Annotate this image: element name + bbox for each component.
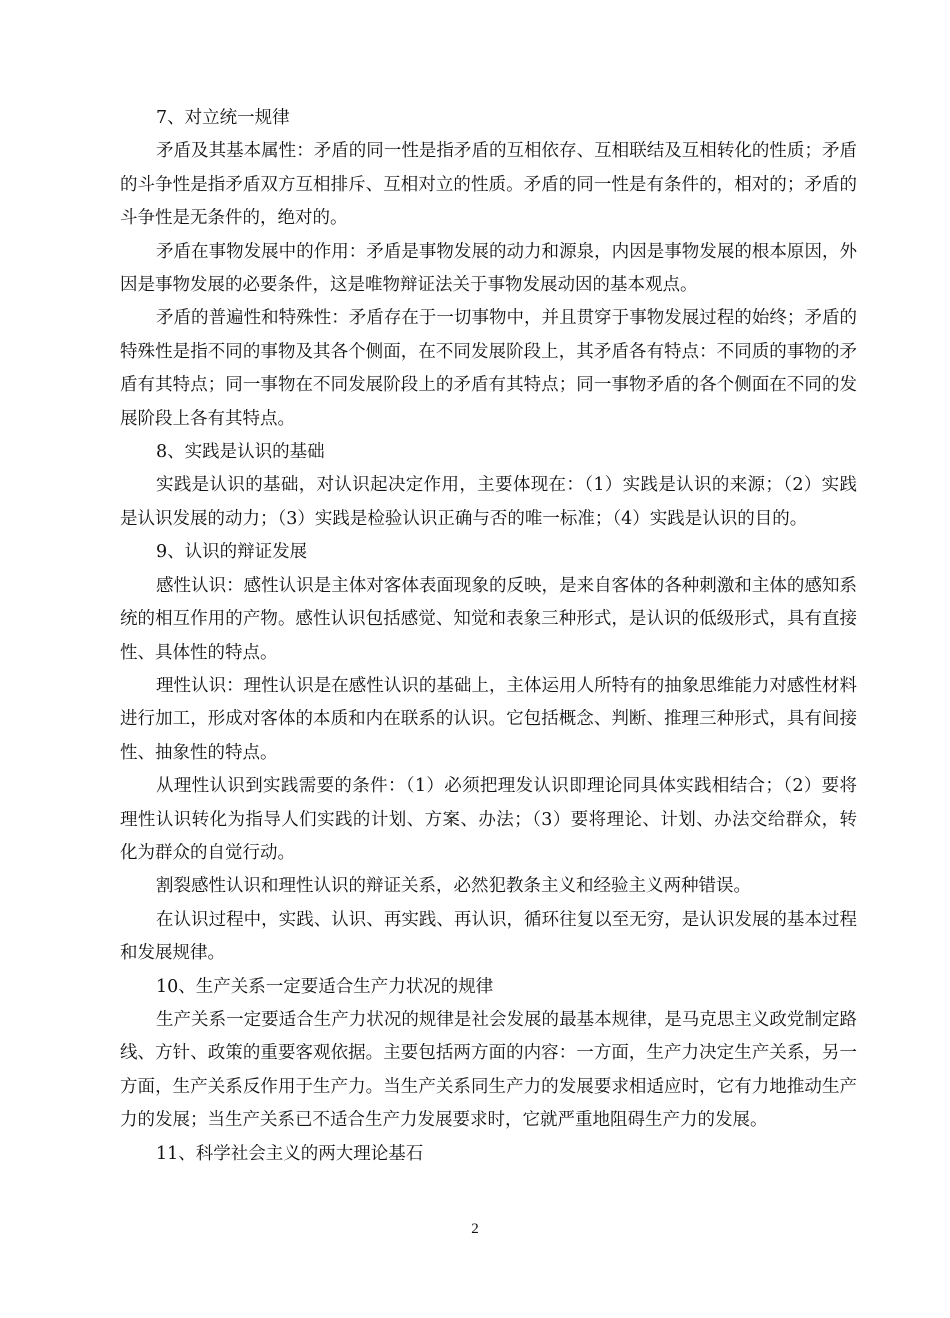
section-heading-7: 7、对立统一规律 [156,108,290,128]
section-heading-11: 11、科学社会主义的两大理论基石 [156,1143,424,1164]
document-body [120,102,857,1171]
paragraph-contradiction-attributes: 矛盾及其基本属性：矛盾的同一性是指矛盾的互相依存、互相联结及互相转化的性质；矛盾的斗争性是指矛盾双方互相排斥、互相对立的性质。矛盾的同一性是有条件的，相对的；矛盾的斗争性是无条件的，绝对的。 [120,141,857,229]
section-heading-9: 9、认识的辩证发展 [156,542,308,563]
paragraph-contradiction-role: 矛盾在事物发展中的作用：矛盾是事物发展的动力和源泉，内因是事物发展的根本原因，外因是事物发展的必要条件，这是唯物辩证法关于事物发展动因的基本观点。 [120,241,857,296]
paragraph-cognition-process: 在认识过程中，实践、认识、再实践、再认识，循环往复以至无穷，是认识发展的基本过程和发展规律。 [120,909,857,964]
paragraph-contradiction-universality: 矛盾的普遍性和特殊性：矛盾存在于一切事物中，并且贯穿于事物发展过程的始终；矛盾的特殊性是指不同的事物及其各个侧面，在不同发展阶段上，其矛盾各有特点：不同质的事物的矛盾有其特点；同一事物在不同发展阶段上的矛盾有其特点；同一事物矛盾的各个侧面在不同的发展阶段上各有其特点。 [120,308,857,429]
paragraph-production-relations: 生产关系一定要适合生产力状况的规律是社会发展的最基本规律，是马克思主义政党制定路线、方针、政策的重要客观依据。主要包括两方面的内容：一方面，生产力决定生产关系，另一方面，生产关系反作用于生产力。当生产关系同生产力的发展要求相适应时，它有力地推动生产力的发展；当生产关系已不适合生产力发展要求时，它就严重地阻碍生产力的发展。 [120,1009,857,1131]
section-heading-10: 10、生产关系一定要适合生产力状况的规律 [156,976,494,997]
section-heading-8: 8、实践是认识的基础 [156,442,325,463]
paragraph-rational-cognition: 理性认识：理性认识是在感性认识的基础上，主体运用人所特有的抽象思维能力对感性材料进行加工，形成对客体的本质和内在联系的认识。它包括概念、判断、推理三种形式，具有间接性、抽象性的特点。 [120,675,857,763]
paragraph-perceptual-cognition: 感性认识：感性认识是主体对客体表面现象的反映，是来自客体的各种刺激和主体的感知系统的相互作用的产物。感性认识包括感觉、知觉和表象三种形式，是认识的低级形式，具有直接性、具体性的特点。 [120,575,857,663]
paragraph-rational-to-practice: 从理性认识到实践需要的条件：（1）必须把理发认识即理论同具体实践相结合；（2）要将理性认识转化为指导人们实践的计划、方案、办法；（3）要将理论、计划、办法交给群众，转化为群众的自觉行动。 [120,776,857,863]
page-number: 2 [471,1221,479,1237]
paragraph-dogmatism-empiricism: 割裂感性认识和理性认识的辩证关系，必然犯教条主义和经验主义两种错误。 [156,876,751,897]
paragraph-practice-basis: 实践是认识的基础，对认识起决定作用，主要体现在：（1）实践是认识的来源；（2）实践是认识发展的动力；（3）实践是检验认识正确与否的唯一标准；（4）实践是认识的目的。 [120,475,857,529]
